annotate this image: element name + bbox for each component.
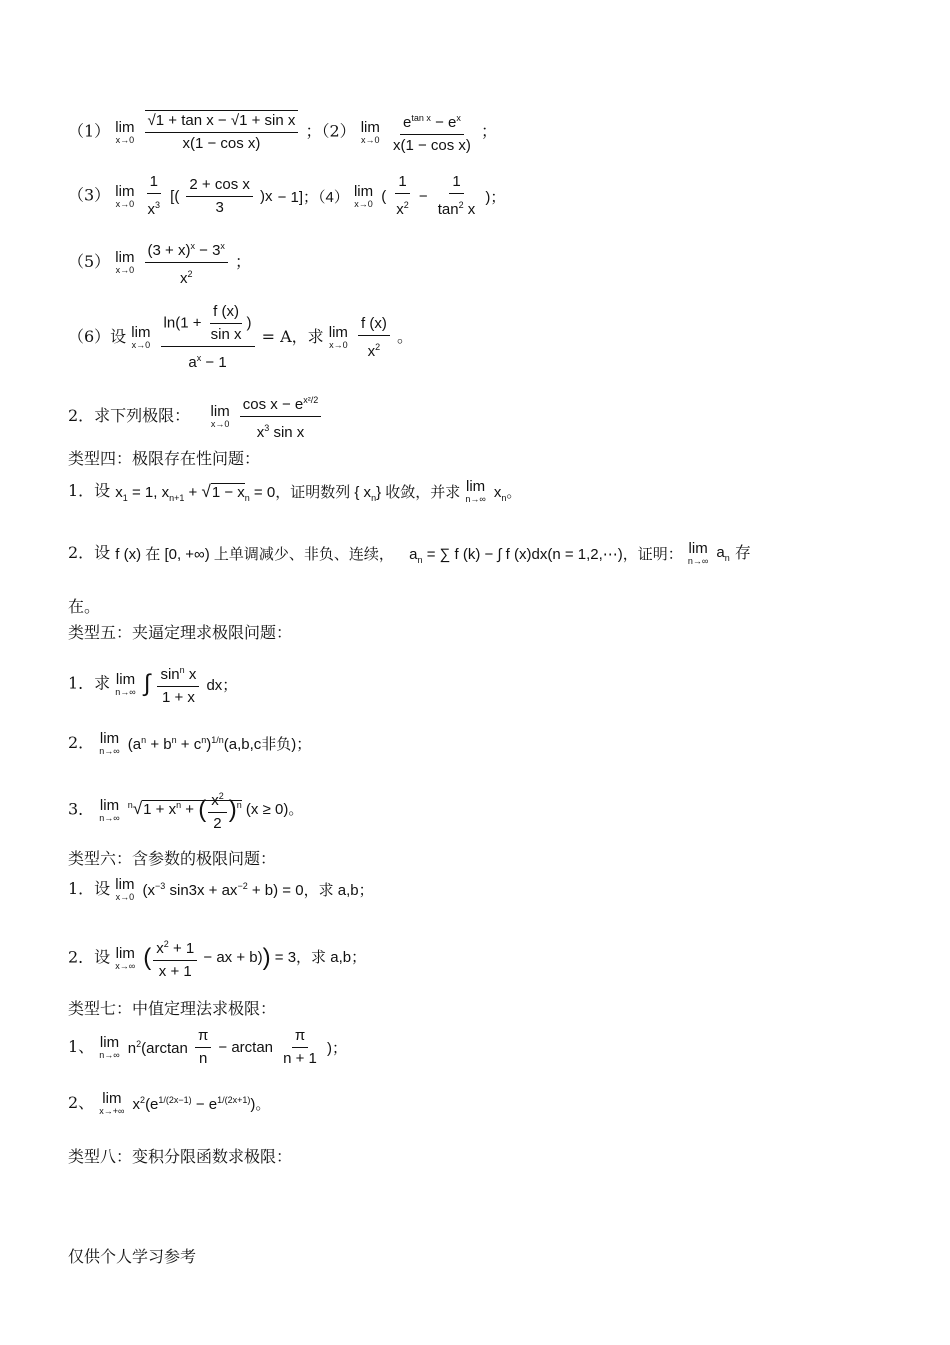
section-type-7: 类型七：中值定理法求极限： [68, 999, 277, 1018]
limit: lim x→0 [115, 118, 135, 145]
section-type-8: 类型八：变积分限函数求极限： [68, 1147, 293, 1166]
type4-problem-2-cont: 在。 [68, 597, 101, 616]
problem-5: （5） lim x→0 $\frac{(3 + x)^x - 3^x}{x^2}$ ； [68, 236, 251, 289]
type5-problem-2: 2． lim n→∞ $(a^n + b^n + c^n)^{1/n}(a,b,c$非负)； [68, 730, 312, 756]
separator: ；（2） [305, 121, 356, 141]
type4-problem-2: 2．设 f (x) 在 [0, +∞) 上单调减少、非负、连续， $a_n$ = ∑ f (k) − ∫ f (x)dx(n = 1,2,⋯)，证明： lim n→∞ $a_n$ 存 [68, 540, 751, 566]
section-type-4: 类型四：极限存在性问题： [68, 449, 261, 468]
label: （1） [68, 121, 111, 141]
question-2: 2．求下列极限： lim x→0 $\frac{\cos x - e^{x^2/2}}{x^3 \sin x}$ [68, 390, 323, 443]
type6-problem-1: 1．设 lim x→0 ($x^{-3}$ $\sin 3x + ax^{-2} + b) = 0$，求 a,b； [68, 876, 374, 902]
limit: lim x→0 [360, 118, 380, 145]
section-type-6: 类型六：含参数的极限问题： [68, 849, 277, 868]
type6-problem-2: 2．设 lim x→∞ ( $\frac{x^2 + 1}{x + 1}$ − ax + b)) = 3，求 a,b； [68, 934, 366, 982]
problem-6: （6）设 lim x→0 ln(1 + $\frac{f (x)}{\text{sin x}}$ ) $a^x - 1$ = A，求 lim x→0 $\frac{f (x)}{x^2}$ 。 [68, 303, 413, 371]
problem-1-2: （1） lim x→0 $\frac{\text{√1 + tan x − √1 + sin x}}{\text{x(1 − cos x)}}$ ；（2） lim x→0 $\frac{e^{tan x} - e^x}{\text{x(1 − cos x)}}$ ； [68, 108, 497, 156]
type5-problem-1: 1．求 lim n→∞ ∫ $\frac{\sin^n x}{1 + x}$ dx； [68, 660, 237, 708]
type4-problem-1: 1．设 $x_1 = 1$, $x_{n+1} + √1 - x_n = 0$，证明数列 { $x_n$} 收敛，并求 lim n→∞ $x_n$。 [68, 478, 522, 504]
fraction: $\frac{e^{tan x} - e^x}{\text{x(1 − cos x)}}$ [390, 108, 474, 156]
type7-problem-2: 2、 lim x→+∞ $x^2(e^{1/(2x-1)} - e^{1/(2x+1)})$。 [68, 1090, 271, 1116]
section-type-5: 类型五：夹逼定理求极限问题： [68, 623, 293, 642]
fraction: $\frac{\text{√1 + tan x − √1 + sin x}}{\text{x(1 − cos x)}}$ [145, 110, 299, 154]
type5-problem-3: 3． lim n→∞ $^n√1 + x^n$ + ( $\frac{x^2}{2}$ )$^n$ (x ≥ 0)。 [68, 786, 303, 834]
problem-3-4: （3） lim x→0 $\frac{1}{x^3}$ [( $\frac{\text{2 + cos x}}{3}$ )x − 1]；（4） lim x→0 ( $\frac{1}{x^2}$ − $\frac{1}{\tan^2 x}$ )； [68, 173, 506, 218]
footer-note: 仅供个人学习参考 [68, 1247, 197, 1266]
type7-problem-1: 1、 lim n→∞ $n^2(\arctan$ $\frac{\pi}{n}$ − arctan $\frac{\pi}{n + 1}$ )； [68, 1027, 347, 1067]
